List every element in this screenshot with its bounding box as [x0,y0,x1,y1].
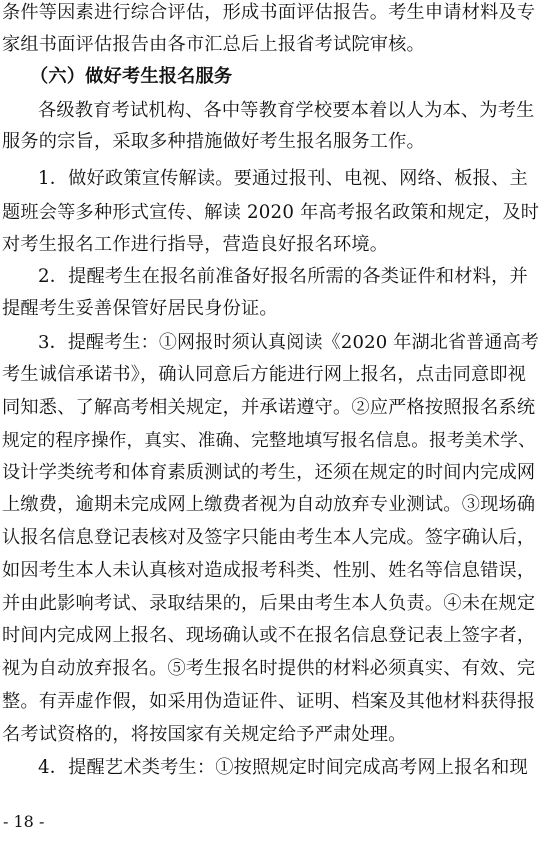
body-text-line: 各级教育考试机构、各中等教育学校要本着以人为本、为考生 [38,100,535,121]
body-text-line: 同知悉、了解高考相关规定，并承诺遵守。②应严格按照报名系统 [2,397,536,418]
body-text-line: 整。有弄虚作假，如采用伪造证件、证明、档案及其他材料获得报 [2,691,536,712]
body-text-line: 提醒考生妥善保管好居民身份证。 [2,298,278,319]
body-text-line: 4．提醒艺术类考生：①按照规定时间完成高考网上报名和现 [38,757,528,778]
body-text-line: 视为自动放弃报名。⑤考生报名时提供的材料必须真实、有效、完 [2,658,536,679]
body-text-line: 时间内完成网上报名、现场确认或不在报名信息登记表上签字者， [2,625,536,646]
page-number: - 18 - [3,812,45,831]
body-text-line: 并由此影响考试、录取结果的，后果由考生本人负责。④未在规定 [2,593,536,614]
body-text-line: 对考生报名工作进行指导，营造良好报名环境。 [2,234,389,255]
body-text-line: 家组书面评估报告由各市汇总后上报省考试院审核。 [2,34,425,55]
body-text-line: 规定的程序操作，真实、准确、完整地填写报名信息。报考美术学、 [2,431,536,451]
body-text-line: 题班会等多种形式宣传、解读 2020 年高考报名政策和规定，及时 [2,202,540,223]
body-text-line: 名考试资格的，将按国家有关规定给予严肃处理。 [2,724,407,745]
body-text-line: 1．做好政策宣传解读。要通过报刊、电视、网络、板报、主 [38,168,528,189]
body-text-line: 条件等因素进行综合评估，形成书面评估报告。考生申请材料及专 [2,2,536,23]
body-text-line: 考生诚信承诺书》，确认同意后方能进行网上报名，点击同意即视 [2,364,527,385]
body-text-line: 服务的宗旨，采取多种措施做好考生报名服务工作。 [2,131,425,152]
section-heading: （六）做好考生报名服务 [30,66,233,87]
body-text-line: 2．提醒考生在报名前准备好报名所需的各类证件和材料，并 [38,266,528,287]
body-text-line: 3．提醒考生：①网报时须认真阅读《2020 年湖北省普通高考 [38,332,539,353]
body-text-line: 认报名信息登记表核对及签字只能由考生本人完成。签字确认后， [2,527,536,548]
body-text-line: 如因考生本人未认真核对造成报考科类、性别、姓名等信息错误， [2,560,536,581]
body-text-line: 上缴费，逾期未完成网上缴费者视为自动放弃专业测试。③现场确 [2,494,536,515]
body-text-line: 设计学类统考和体育素质测试的考生，还须在规定的时间内完成网 [2,462,536,483]
